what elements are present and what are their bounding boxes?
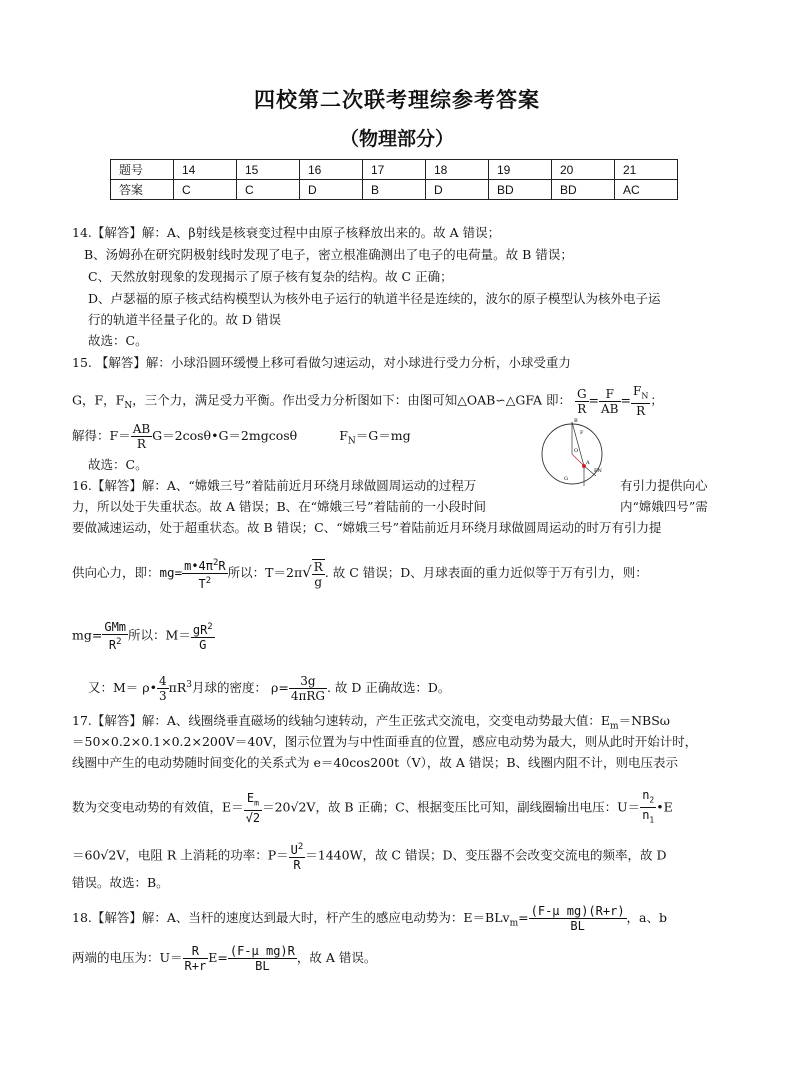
table-cell: BD xyxy=(489,180,552,200)
table-cell: BD xyxy=(552,180,615,200)
table-cell: AC xyxy=(615,180,678,200)
q15-line-2: G，F，$F_N$，三个力，满足受力平衡。作出受力分析图如下：由图可知△OAB∽△GFA 即： $\frac{G}{R}$ = $\frac{F}{AB}$ = $\frac{F_N}{R}$ ； xyxy=(72,384,663,419)
fraction-fn-over-r: $\frac{F_N}{R}$ xyxy=(632,384,649,419)
q16-line-3: 要做减速运动，处于超重状态。故 B 错误；C、“嫦娥三号”着陆前近月环绕月球做圆周运动的时万有引力提 xyxy=(72,520,662,535)
q18-line-1: 18.【解答】解：A、当杆的速度达到最大时，杆产生的感应电动势为：E＝BLv$_m$= $\frac{\text{(F-μ mg)(R+r)}}{BL}$ ，a、b xyxy=(72,904,668,933)
table-cell: 17 xyxy=(363,160,426,180)
table-cell: 15 xyxy=(237,160,300,180)
label-b: B xyxy=(574,418,578,424)
table-row-questions xyxy=(111,160,678,180)
table-cell: 21 xyxy=(615,160,678,180)
label-o: O xyxy=(574,448,579,454)
q17-line-1: 17.【解答】解：A、线圈绕垂直磁场的线轴匀速转动，产生正弦式交流电，交变电动势最大值：$E_m=NBS\omega$ xyxy=(72,713,670,732)
page-subtitle: （物理部分） xyxy=(339,128,454,150)
label-g: G xyxy=(564,476,568,482)
row-label-answers: 答案 xyxy=(111,180,174,200)
table-cell: 18 xyxy=(426,160,489,180)
force-diagram-figure xyxy=(536,414,616,490)
table-cell: C xyxy=(237,180,300,200)
table-cell: 20 xyxy=(552,160,615,180)
table-cell: 16 xyxy=(300,160,363,180)
label-a: A xyxy=(586,460,590,466)
rope-line xyxy=(572,422,584,466)
fraction-f-over-ab: $\frac{F}{AB}$ xyxy=(601,386,619,416)
q16-line-2b: 内“嫦娥四号”需 xyxy=(620,499,708,514)
table-row-answers xyxy=(111,180,678,200)
q16-line-4: 供向心力，即：mg= $\frac{m•4\pi^2R}{T^2}$ 所以：T＝2π√ $\frac{R}{g}$ . 故 C 错误；D、月球表面的重力近似等于万有引力，则： xyxy=(72,558,648,591)
table-cell: D xyxy=(300,180,363,200)
answer-table xyxy=(110,159,678,200)
q18-line-2: 两端的电压为：U＝ $\frac{R}{R+r}$ E= $\frac{\text{(F-μ mg)R}}{BL}$ ，故 A 错误。 xyxy=(72,944,377,973)
q14-line-5: 行的轨道半径量子化的。故 D 错误 xyxy=(88,312,281,327)
table-cell: B xyxy=(363,180,426,200)
q16-line-5: mg= $\frac{\text{GMm}}{R^2}$ 所以：M＝ $\frac{gR^2}{G}$ xyxy=(72,620,213,652)
page-title: 四校第二次联考理综参考答案 xyxy=(254,88,540,112)
q14-line-1: 14.【解答】解：A、β射线是核衰变过程中由原子核释放出来的。故 A 错误； xyxy=(72,225,501,240)
q17-line-5: ＝60√2V，电阻 R 上消耗的功率：P＝ $\frac{U^2}{R}$ ＝1440W，故 C 错误；D、变压器不会改变交流电的频率，故 D xyxy=(72,842,667,872)
q14-line-6: 故选：C。 xyxy=(88,333,148,348)
q17-line-4: 数为交变电动势的有效值，E＝ $\frac{E_m}{√2}$ ＝20√2V，故 B 正确；C、根据变压比可知，副线圈输出电压：U＝ $\frac{n_2}{n_1}$ •E xyxy=(72,788,673,826)
q17-line-3: 线圈中产生的电动势随时间变化的关系式为 e＝40cos200t（V），故 A 错误；B、线圈内阻不计，则电压表示 xyxy=(72,755,679,770)
q16-line-1b: 有引力提供向心 xyxy=(620,478,708,493)
table-cell: C xyxy=(174,180,237,200)
fraction-g-over-r: $\frac{G}{R}$ xyxy=(576,386,587,416)
q17-line-2: ＝50×0.2×0.1×0.2×200V＝40V，图示位置为与中性面垂直的位置，感应电动势为最大，则从此时开始计时， xyxy=(72,734,698,749)
label-f: F xyxy=(580,430,584,436)
q16-line-6: 又：M＝ ρ• $\frac{4}{3}$ $\pi R^3$月球的密度： ρ= $\frac{3g}{\text{4πRG}}$ . 故 D 正确故选：D。 xyxy=(88,674,451,703)
label-fn: FN xyxy=(594,468,602,474)
table-cell: 19 xyxy=(489,160,552,180)
q15-line-4: 故选：C。 xyxy=(88,457,148,472)
q15-line-1: 15. 【解答】解：小球沿圆环缓慢上移可看做匀速运动，对小球进行受力分析，小球受重力 xyxy=(72,355,571,370)
q14-line-2: B、汤姆孙在研究阴极射线时发现了电子，密立根准确测出了电子的电荷量。故 B 错误； xyxy=(84,247,573,262)
q16-line-2a: 力，所以处于失重状态。故 A 错误；B、在“嫦娥三号”着陆前的一小段时间 xyxy=(72,499,486,514)
q17-line-6: 错误。故选：B。 xyxy=(72,875,169,890)
q14-line-4: D、卢瑟福的原子核式结构模型认为核外电子运行的轨道半径是连续的，波尔的原子模型认为核外电子运 xyxy=(88,291,661,306)
q14-line-3: C、天然放射现象的发现揭示了原子核有复杂的结构。故 C 正确； xyxy=(88,269,453,284)
row-label-questions: 题号 xyxy=(111,160,174,180)
table-cell: D xyxy=(426,180,489,200)
table-cell: 14 xyxy=(174,160,237,180)
q16-line-1a: 16.【解答】解：A、“嫦娥三号”着陆前近月环绕月球做圆周运动的过程万 xyxy=(72,478,477,493)
q15-line-3: 解得：F＝ $\frac{AB}{R}$ G＝2cosθ•G＝2mgcosθ $F_N=G=mg$ xyxy=(72,422,411,451)
